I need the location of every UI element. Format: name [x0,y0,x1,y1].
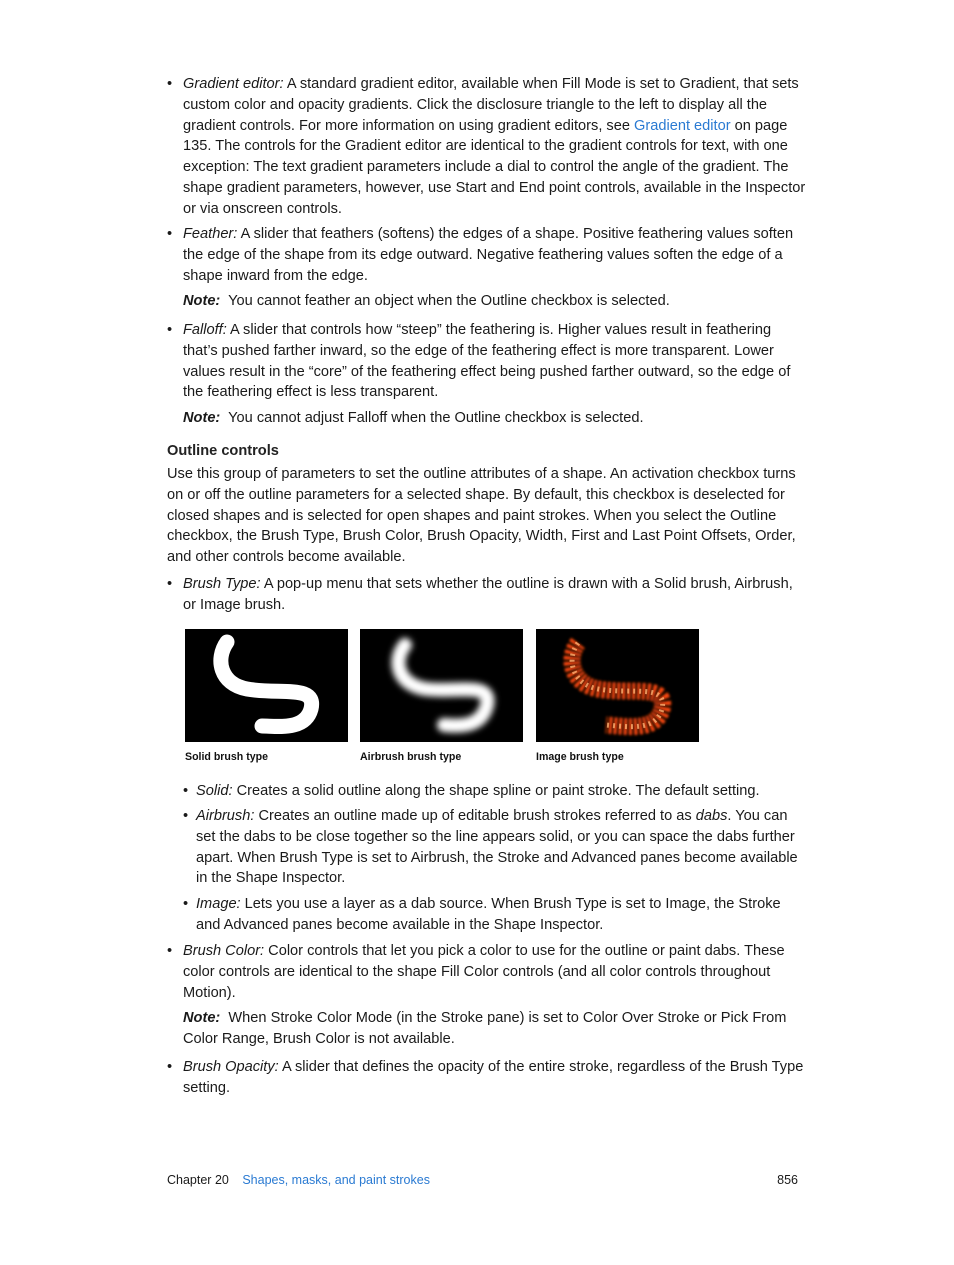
sub-bullet-airbrush [183,806,807,889]
note-brush-color [183,1008,803,1050]
bullet-marker: • [167,943,173,959]
term-airbrush: Airbrush: [196,808,255,824]
note-text: You cannot adjust Falloff when the Outline checkbox is selected. [220,410,644,426]
section-intro: Use this group of parameters to set the outline attributes of a shape. An activation checkbox turns on or off the outline parameters for a selected shape. By default, this checkbox is deselected for closed shapes and is selected for open shapes and paint strokes. When you select the Outline checkbox, the Brush Type, Brush Color, Brush Opacity, Width, First and Last Point Offsets, Order, and other controls become available. [167,466,796,566]
gradient-editor-link[interactable]: Gradient editor [634,117,731,134]
footer-chapter [167,1173,430,1187]
bullet-marker: • [167,226,173,242]
bullet-gradient-editor [167,74,807,220]
bullet-marker: • [167,1059,173,1075]
term-falloff: Falloff: [183,322,227,338]
gradient-editor-text-2: on page 135. The controls for the Gradient editor are identical to the gradient controls for text, with one exception: The text gradient parameters include a dial to control the angle of the gradient. The shape gradient parameters, however, use Start and End point controls, available in the Inspector or via onscreen controls. [183,117,806,217]
bullet-marker: • [167,576,173,592]
figure-image-brush [536,629,699,742]
bullet-brush-opacity [167,1057,807,1099]
airbrush-text: Creates an outline made up of editable brush strokes referred to as [254,808,696,824]
bullet-marker: • [167,322,173,338]
caption-airbrush: Airbrush brush type [360,751,462,763]
brush-type-text: A pop-up menu that sets whether the outline is drawn with a Solid brush, Airbrush, or Image brush. [183,576,793,613]
note-label: Note: [183,1010,221,1026]
bullet-marker: • [183,808,189,824]
term-feather: Feather: [183,226,238,242]
gradient-editor-text: A standard gradient editor, available when Fill Mode is set to Gradient, that sets custom color and opacity gradients. Click the disclosure triangle to the left to display all the gradient controls. For more information on using gradient editors, see [183,76,799,134]
term-gradient-editor: Gradient editor: [183,76,284,92]
note-text: You cannot feather an object when the Outline checkbox is selected. [220,293,670,309]
term-image: Image: [196,896,241,912]
term-solid: Solid: [196,783,233,799]
note-label: Note: [183,410,221,426]
bullet-falloff [167,320,807,403]
figure-airbrush [360,629,523,742]
sub-bullet-image [183,894,807,936]
bullet-marker: • [183,783,189,799]
note-falloff [183,408,803,429]
sub-bullet-solid [183,781,807,802]
footer-chapter-label: Chapter 20 [167,1173,229,1187]
note-feather [183,291,803,312]
term-brush-opacity: Brush Opacity: [183,1059,279,1075]
bullet-brush-color [167,941,807,1003]
bullet-brush-type [167,574,807,616]
image-text: Lets you use a layer as a dab source. When Brush Type is set to Image, the Stroke and Advanced panes become available in the Shape Inspector. [196,896,781,933]
feather-text: A slider that feathers (softens) the edges of a shape. Positive feathering values soften the edge of the shape from its edge outward. Negative feathering values soften the edge of a shape inward from the edge. [183,226,794,284]
note-label: Note: [183,293,221,309]
falloff-text: A slider that controls how “steep” the feathering is. Higher values result in feathering that’s pushed farther inward, so the edge of the feathering effect is more transparent. Lower values result in the “core” of the feathering effect being pushed farther outward, so the edge of the feathering effect is less transparent. [183,322,791,401]
term-brush-type: Brush Type: [183,576,261,592]
solid-text: Creates a solid outline along the shape spline or paint stroke. The default setting. [232,783,760,799]
bullet-marker: • [167,76,173,92]
note-text: When Stroke Color Mode (in the Stroke pane) is set to Color Over Stroke or Pick From Color Range, Brush Color is not available. [183,1010,791,1047]
caption-image: Image brush type [536,751,624,763]
airbrush-dabs: dabs [695,808,728,824]
footer-page-number: 856 [777,1173,798,1187]
figure-solid-brush [185,629,348,742]
caption-solid: Solid brush type [185,751,268,763]
section-heading: Outline controls [167,443,279,459]
bullet-marker: • [183,896,189,912]
footer-section-link[interactable]: Shapes, masks, and paint strokes [242,1173,430,1187]
brush-opacity-text: A slider that defines the opacity of the entire stroke, regardless of the Brush Type setting. [183,1059,804,1096]
term-brush-color: Brush Color: [183,943,265,959]
airbrush-text-2: . You can set the dabs to be close together so the line appears solid, or you can space the dabs further apart. When Brush Type is set to Airbrush, the Stroke and Advanced panes become available in the Shape Inspector. [196,808,798,887]
brush-color-text: Color controls that let you pick a color to use for the outline or paint dabs. These color controls are identical to the shape Fill Color controls (and all color controls throughout Motion). [183,943,785,1001]
bullet-feather [167,224,807,286]
